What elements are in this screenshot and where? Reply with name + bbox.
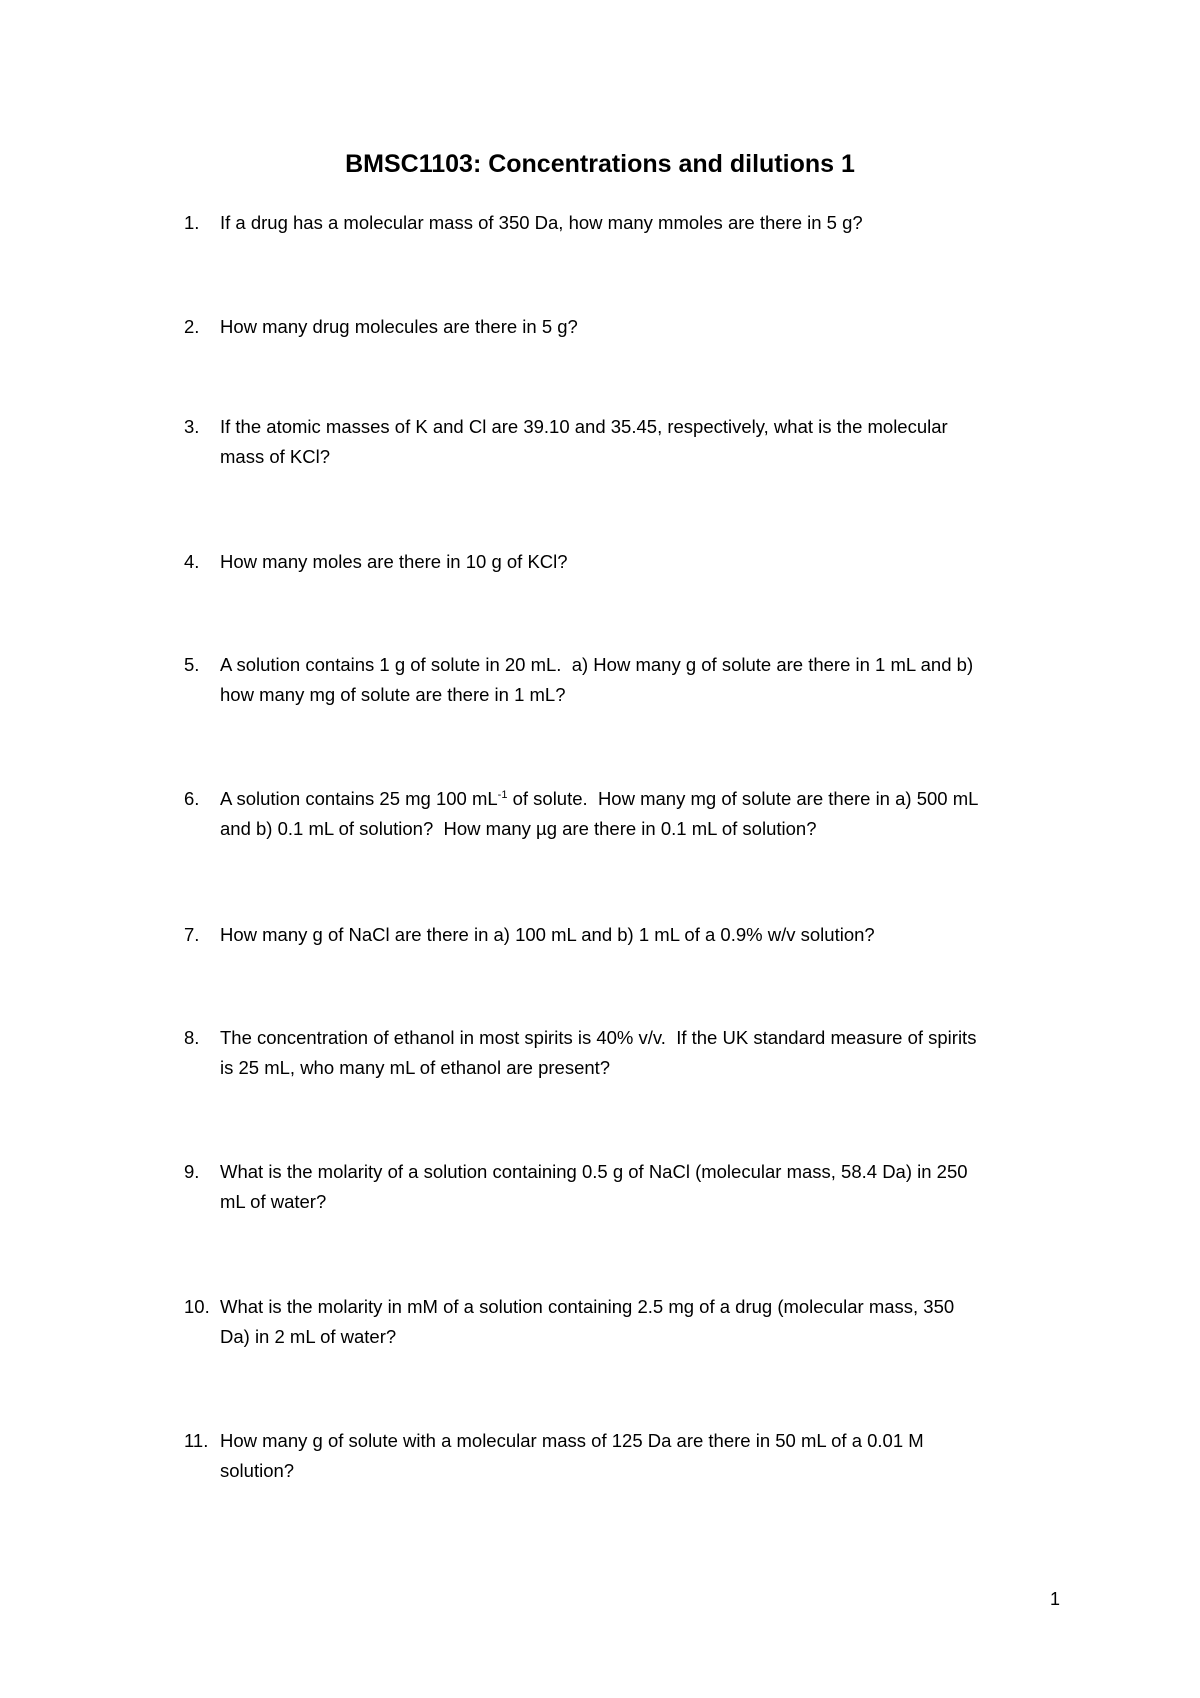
- question-number: 9.: [184, 1161, 200, 1182]
- question-text: How many moles are there in 10 g of KCl?: [220, 551, 568, 572]
- question-7: [184, 920, 1064, 950]
- question-number: 2.: [184, 316, 200, 337]
- question-number: 10.: [184, 1296, 210, 1317]
- question-1: [184, 208, 1064, 238]
- question-2: [184, 312, 1064, 342]
- page-number: 1: [1049, 1589, 1060, 1609]
- question-4: [184, 547, 1064, 577]
- question-text: What is the molarity in mM of a solution containing 2.5 mg of a drug (molecular mass, 350 Da) in 2 mL of water?: [220, 1296, 955, 1347]
- question-text: How many g of NaCl are there in a) 100 mL and b) 1 mL of a 0.9% w/v solution?: [220, 924, 875, 945]
- question-text: The concentration of ethanol in most spirits is 40% v/v. If the UK standard measure of spirits is 25 mL, who many mL of ethanol are present?: [220, 1027, 977, 1078]
- question-text: A solution contains 1 g of solute in 20 mL. a) How many g of solute are there in 1 mL and b) how many mg of solute are there in 1 mL?: [220, 654, 974, 705]
- question-text: If the atomic masses of K and Cl are 39.10 and 35.45, respectively, what is the molecular mass of KCl?: [220, 416, 948, 467]
- question-5: [184, 650, 1064, 710]
- document-title: BMSC1103: Concentrations and dilutions 1: [345, 150, 855, 178]
- question-number: 7.: [184, 924, 200, 945]
- question-number: 5.: [184, 654, 200, 675]
- question-9: [184, 1157, 1064, 1217]
- question-number: 11.: [184, 1430, 209, 1451]
- question-number: 8.: [184, 1027, 200, 1048]
- question-10: [184, 1292, 1064, 1352]
- question-number: 1.: [184, 212, 200, 233]
- question-text: How many g of solute with a molecular mass of 125 Da are there in 50 mL of a 0.01 M solution?: [220, 1430, 924, 1481]
- question-number: 6.: [184, 788, 200, 809]
- question-text: What is the molarity of a solution containing 0.5 g of NaCl (molecular mass, 58.4 Da) in 250 mL of water?: [220, 1161, 968, 1212]
- question-11: [184, 1426, 1064, 1486]
- question-text: How many drug molecules are there in 5 g?: [220, 316, 578, 337]
- question-8: [184, 1023, 1064, 1083]
- question-text: If a drug has a molecular mass of 350 Da, how many mmoles are there in 5 g?: [220, 212, 863, 233]
- question-number: 3.: [184, 416, 200, 437]
- question-3: [184, 412, 1064, 472]
- question-6: [184, 784, 1064, 844]
- question-text: A solution contains 25 mg 100 $mL^{-1}$ of solute. How many mg of solute are there in a) 500 mL and b) 0.1 mL of solution? How many µg are there in 0.1 mL of solution?: [220, 788, 979, 839]
- question-number: 4.: [184, 551, 200, 572]
